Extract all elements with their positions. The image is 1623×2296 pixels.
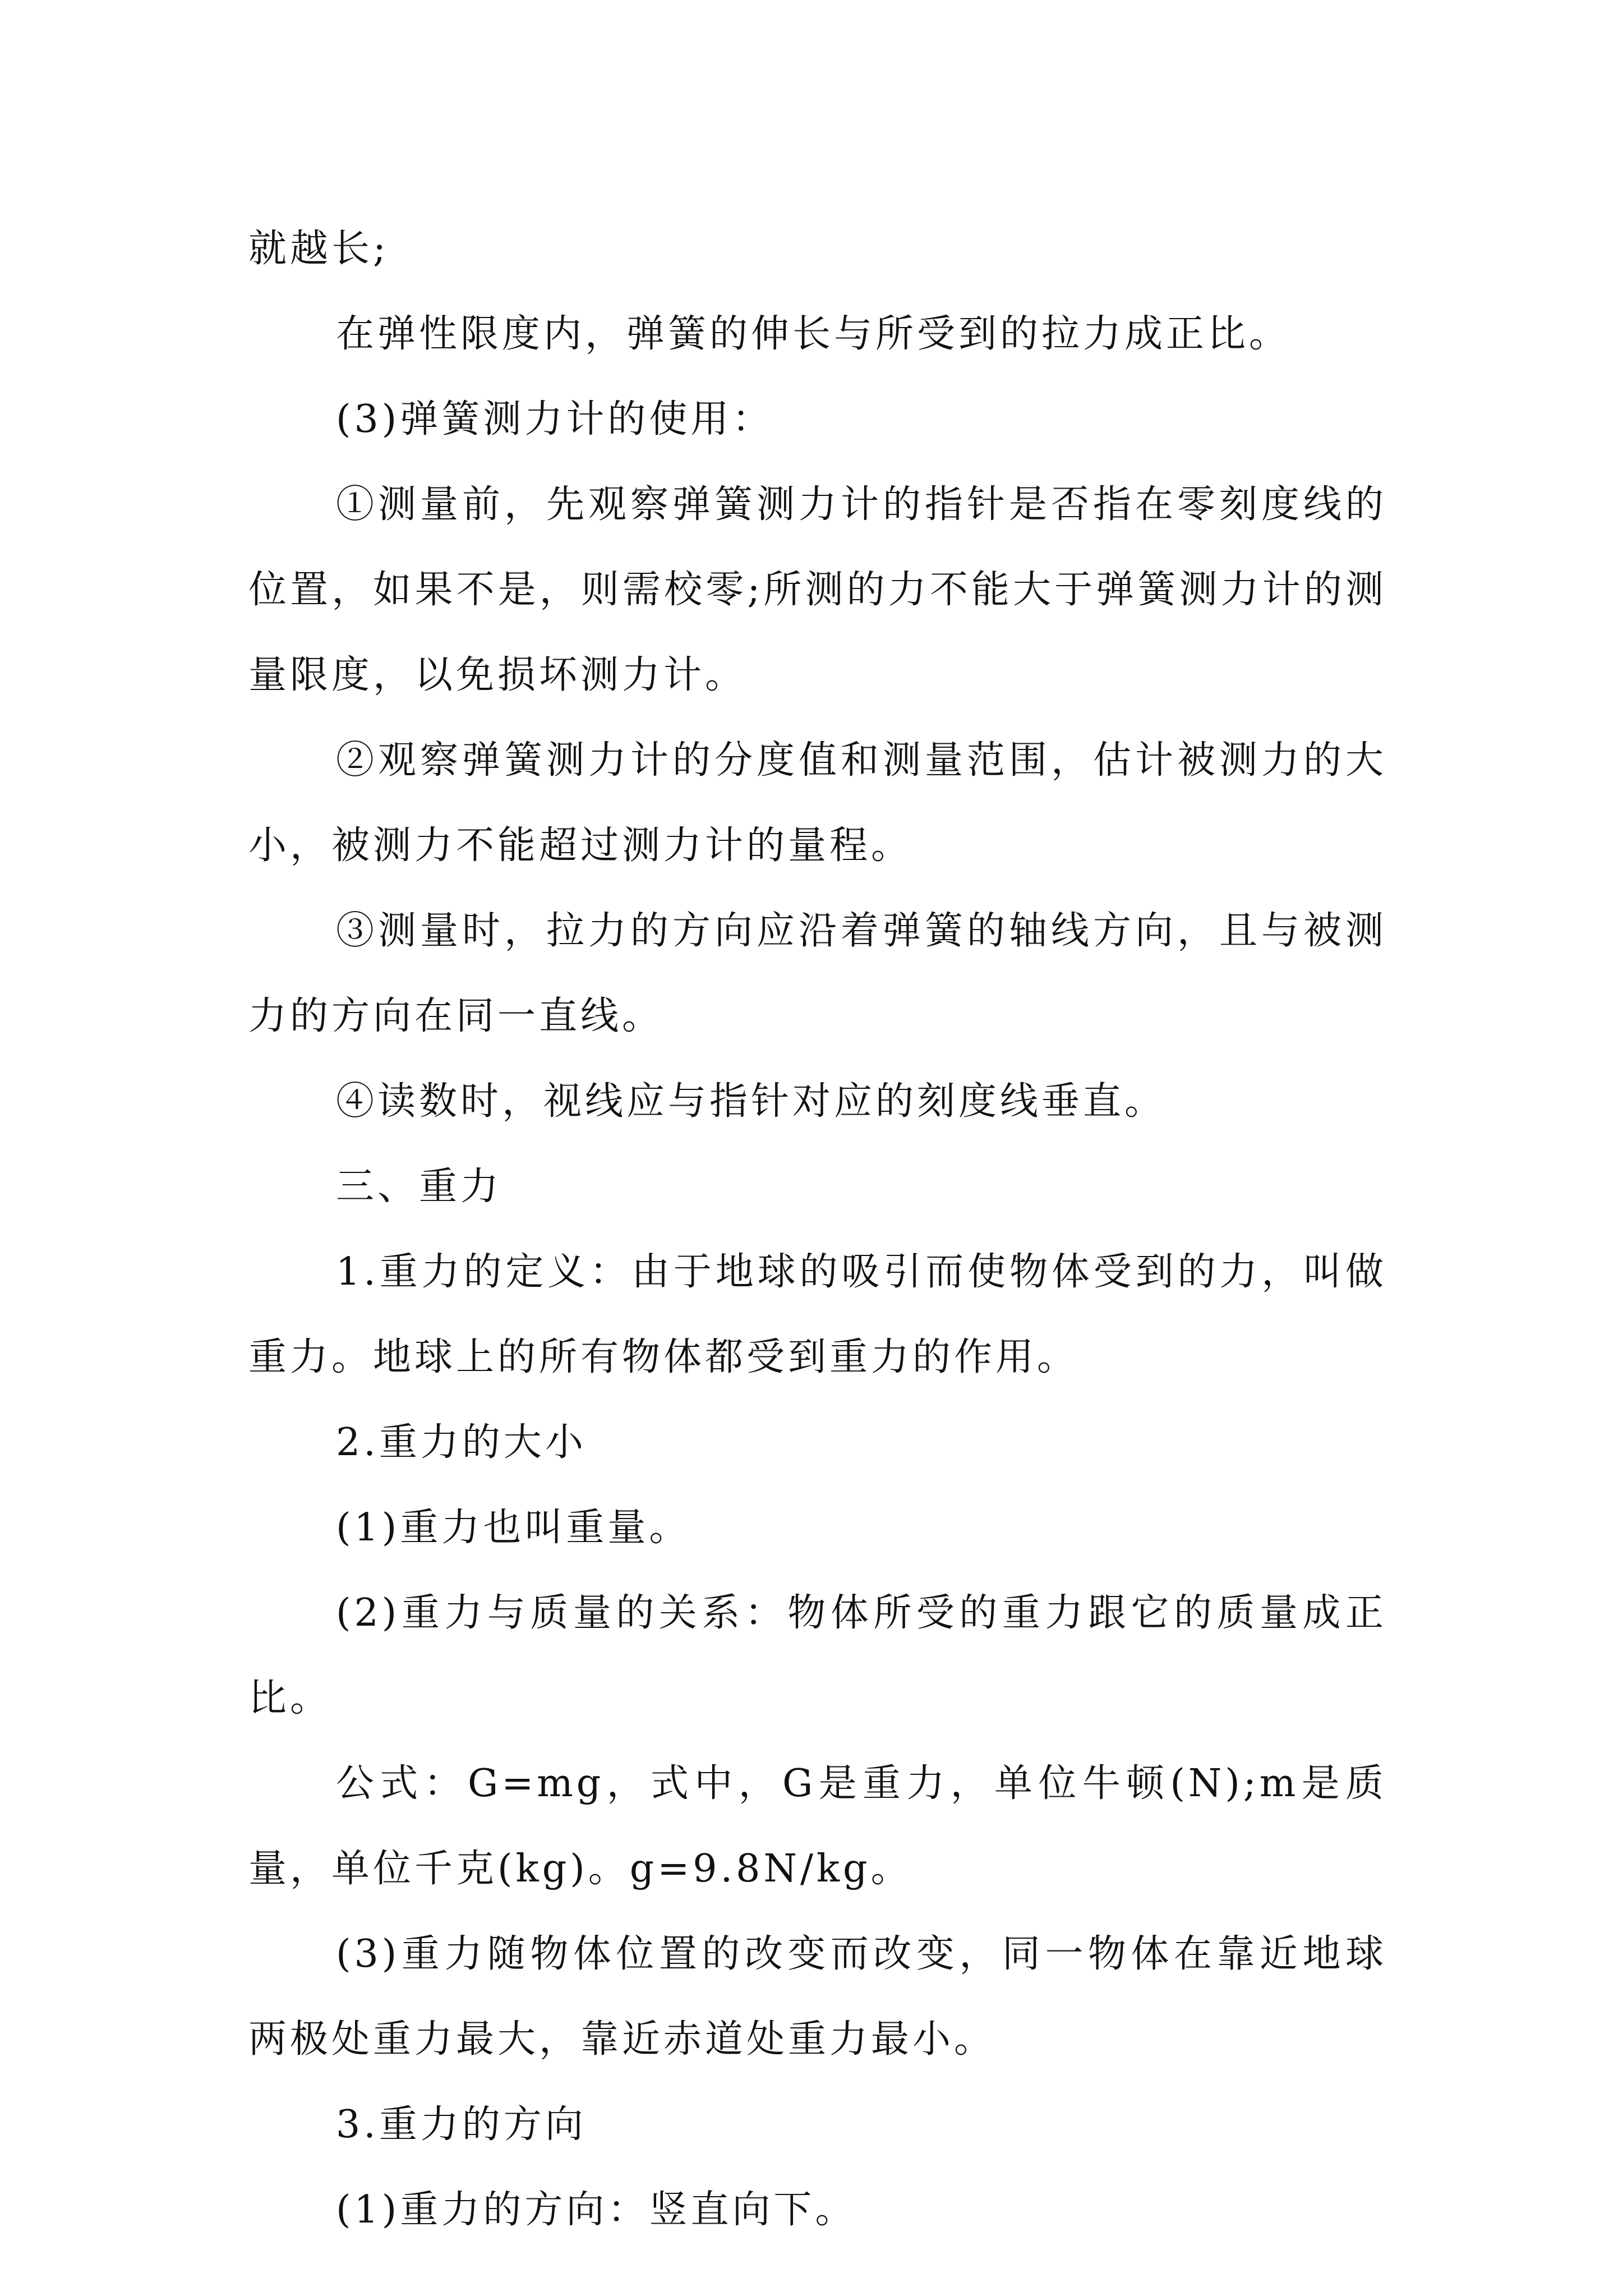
paragraph-14: (3)重力随物体位置的改变而改变，同一物体在靠近地球两极处重力最大，靠近赤道处重力最小。	[248, 1932, 1387, 2062]
paragraph-3: (3)弹簧测力计的使用：	[336, 397, 774, 441]
paragraph-16: (1)重力的方向：竖直向下。	[336, 2188, 857, 2232]
paragraph-1: 就越长;	[248, 227, 389, 271]
section-heading: 三、重力	[336, 1165, 502, 1209]
paragraph-6: ③测量时，拉力的方向应沿着弹簧的轴线方向，且与被测力的方向在同一直线。	[248, 909, 1387, 1038]
paragraph-2: 在弹性限度内，弹簧的伸长与所受到的拉力成正比。	[336, 312, 1291, 356]
paragraph-5: ②观察弹簧测力计的分度值和测量范围，估计被测力的大小，被测力不能超过测力计的量程。	[248, 738, 1387, 868]
paragraph-4: ①测量前，先观察弹簧测力计的指针是否指在零刻度线的位置，如果不是，则需校零;所测的力不能大于弹簧测力计的测量限度，以免损坏测力计。	[248, 482, 1387, 697]
paragraph-11: (1)重力也叫重量。	[336, 1506, 691, 1550]
document-body	[248, 206, 1387, 2253]
paragraph-9: 1.重力的定义：由于地球的吸引而使物体受到的力，叫做重力。地球上的所有物体都受到重力的作用。	[248, 1250, 1387, 1379]
paragraph-12: (2)重力与质量的关系：物体所受的重力跟它的质量成正比。	[248, 1591, 1387, 1720]
subheading-gravity-direction: 3.重力的方向	[336, 2102, 587, 2147]
subheading-gravity-magnitude: 2.重力的大小	[336, 1420, 587, 1465]
formula-paragraph: 公式：G=mg，式中，G是重力，单位牛顿(N);m是质量，单位千克(kg)。g=9.8N/kg。	[248, 1761, 1387, 1891]
paragraph-7: ④读数时，视线应与指针对应的刻度线垂直。	[336, 1079, 1166, 1124]
